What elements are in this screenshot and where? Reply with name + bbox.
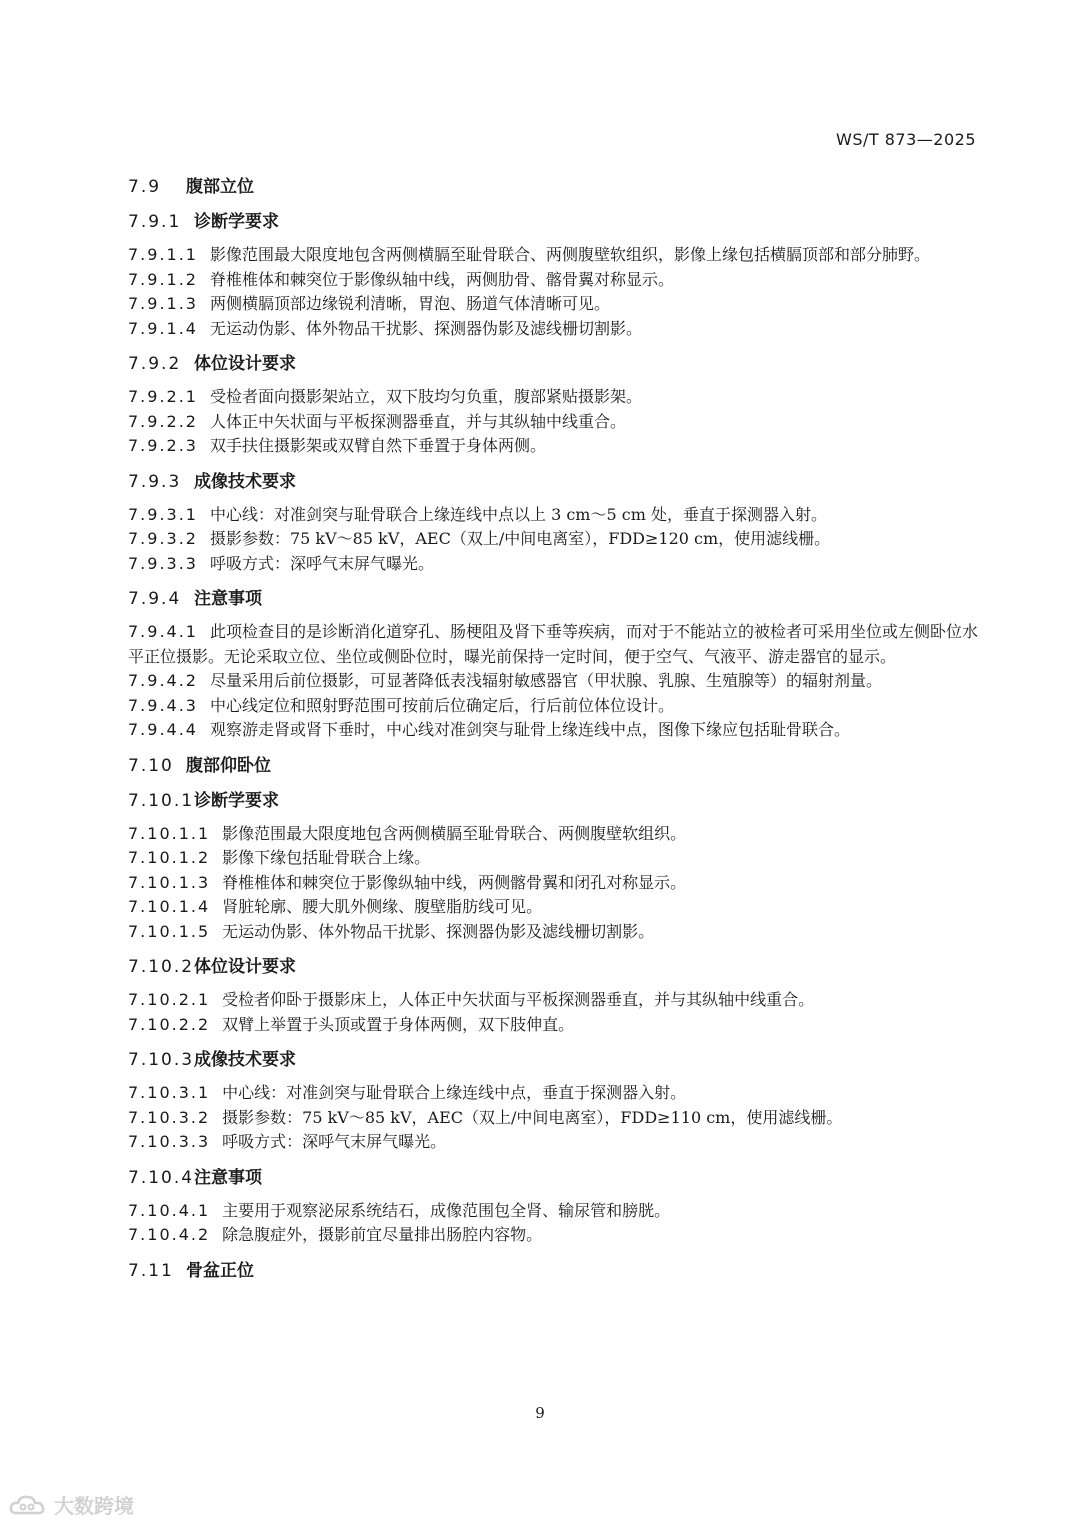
document-body: [128, 174, 978, 1293]
cloud-logo-icon: [8, 1493, 48, 1517]
subsection-number: 7.9.3: [128, 471, 182, 492]
clause-text: 观察游走肾或肾下垂时，中心线对准剑突与耻骨上缘连线中点，图像下缘应包括耻骨联合。: [209, 720, 850, 739]
subsection-number: 7.10.3: [128, 1050, 195, 1070]
subsection-title: 体位设计要求: [194, 354, 296, 374]
clause-number: 7.9.1.4: [128, 318, 198, 338]
clause-group: [128, 243, 978, 341]
clause: [128, 1081, 978, 1106]
clause: [128, 895, 978, 920]
clause: [128, 552, 978, 577]
section-heading: [128, 753, 978, 779]
clause-group: [128, 1081, 978, 1155]
clause: [128, 503, 978, 528]
clause-number: 7.9.2.3: [128, 436, 198, 455]
clause: [128, 1199, 978, 1224]
subsection-title: 诊断学要求: [194, 212, 279, 232]
clause: [128, 822, 978, 847]
clause-number: 7.9.3.1: [128, 504, 198, 524]
clause: [128, 694, 978, 719]
section-title: 骨盆正位: [186, 1260, 254, 1281]
watermark: [8, 1490, 134, 1519]
clause-text: 影像范围最大限度地包含两侧横膈至耻骨联合、两侧腹壁软组织，影像上缘包括横膈顶部和部分肺野。: [209, 245, 930, 264]
subsection-heading: [128, 351, 978, 377]
clause: [128, 871, 978, 896]
subsection-heading: [128, 954, 978, 980]
clause-text: 呼吸方式：深呼气末屏气曝光。: [209, 553, 434, 573]
clause-text: 摄影参数：75 kV～85 kV，AEC（双上/中间电离室），FDD≥110 cm，使用滤线栅。: [222, 1107, 843, 1127]
clause: [128, 243, 978, 268]
clause-group: [128, 1199, 978, 1248]
clause-number: 7.10.1.3: [128, 872, 211, 892]
clause-number: 7.10.2.2: [128, 1014, 211, 1034]
section-heading: [128, 1258, 978, 1284]
subsection-heading: [128, 469, 978, 495]
clause-group: [128, 822, 978, 945]
clause-group: [128, 988, 978, 1037]
section-number: 7.9: [128, 177, 162, 197]
clause-group: [128, 503, 978, 577]
clause: [128, 988, 978, 1013]
clause: [128, 846, 978, 871]
clause-group: [128, 620, 978, 743]
clause-text: 无运动伪影、体外物品干扰影、探测器伪影及滤线栅切割影。: [222, 921, 655, 941]
clause: [128, 527, 978, 552]
subsection-heading: [128, 586, 978, 612]
section-number: 7.11: [128, 1260, 174, 1281]
clause-number: 7.9.4.2: [128, 671, 198, 690]
clause-text: 中心线：对准剑突与耻骨联合上缘连线中点，垂直于探测器入射。: [222, 1083, 687, 1102]
clause: [128, 669, 978, 694]
subsection-heading: [128, 209, 978, 235]
subsection-number: 7.9.2: [128, 354, 182, 374]
clause-number: 7.9.1.2: [128, 269, 198, 289]
clause-text: 影像范围最大限度地包含两侧横膈至耻骨联合、两侧腹壁软组织。: [222, 823, 687, 843]
clause-text: 两侧横膈顶部边缘锐利清晰，胃泡、肠道气体清晰可见。: [209, 294, 610, 313]
subsection-title: 注意事项: [194, 1167, 262, 1188]
clause: [128, 1223, 978, 1248]
document-code: WS/T 873—2025: [836, 130, 976, 149]
clause-number: 7.10.1.2: [128, 848, 211, 867]
clause: [128, 920, 978, 945]
clause-text: 双臂上举置于头顶或置于身体两侧，双下肢伸直。: [222, 1014, 575, 1034]
clause-number: 7.9.1.3: [128, 294, 198, 313]
clause-text: 摄影参数：75 kV～85 kV，AEC（双上/中间电离室），FDD≥120 cm，使用滤线栅。: [209, 529, 831, 548]
clause: [128, 718, 978, 743]
subsection-number: 7.10.2: [128, 957, 195, 977]
subsection-title: 诊断学要求: [194, 790, 279, 811]
clause: [128, 385, 978, 410]
clause-number: 7.9.4.3: [128, 695, 198, 715]
clause-number: 7.10.1.5: [128, 921, 211, 941]
clause-text: 主要用于观察泌尿系统结石，成像范围包全肾、输尿管和膀胱。: [222, 1200, 671, 1220]
subsection-heading: [128, 788, 978, 814]
clause-text: 双手扶住摄影架或双臂自然下垂置于身体两侧。: [209, 436, 546, 455]
clause-text: 无运动伪影、体外物品干扰影、探测器伪影及滤线栅切割影。: [209, 318, 642, 338]
clause: [128, 1130, 978, 1155]
clause-number: 7.9.4.4: [128, 720, 198, 739]
clause-text: 影像下缘包括耻骨联合上缘。: [222, 848, 431, 867]
clause-text: 脊椎椎体和棘突位于影像纵轴中线，两侧肋骨、髂骨翼对称显示。: [209, 269, 674, 289]
clause-group: [128, 385, 978, 459]
subsection-number: 7.10.1: [128, 790, 195, 811]
clause: [128, 620, 978, 669]
clause-text: 此项检查目的是诊断消化道穿孔、肠梗阻及肾下垂等疾病，而对于不能站立的被检者可采用坐位或左侧卧位水平正位摄影。无论采取立位、坐位或侧卧位时，曝光前保持一定时间，便于空气、气液平、游走器官的显示。: [128, 622, 978, 666]
clause-text: 受检者面向摄影架站立，双下肢均匀负重，腹部紧贴摄影架。: [209, 387, 642, 406]
subsection-title: 成像技术要求: [194, 1050, 296, 1070]
clause-number: 7.9.3.3: [128, 553, 198, 573]
clause-number: 7.9.1.1: [128, 245, 198, 264]
subsection-title: 注意事项: [194, 589, 262, 609]
clause-text: 中心线：对准剑突与耻骨联合上缘连线中点以上 3 cm～5 cm 处，垂直于探测器入射。: [209, 504, 827, 524]
watermark-text: 大数跨境: [54, 1494, 134, 1518]
clause: [128, 410, 978, 435]
subsection-number: 7.9.4: [128, 589, 182, 609]
subsection-title: 体位设计要求: [194, 957, 296, 977]
clause-number: 7.9.3.2: [128, 529, 198, 548]
clause-text: 肾脏轮廓、腰大肌外侧缘、腹壁脂肪线可见。: [222, 897, 543, 916]
subsection-number: 7.10.4: [128, 1167, 195, 1188]
clause-number: 7.10.1.1: [128, 823, 211, 843]
section-number: 7.10: [128, 755, 174, 776]
clause-number: 7.10.4.2: [128, 1225, 211, 1244]
page-number: 9: [535, 1404, 545, 1422]
clause-text: 除急腹症外，摄影前宜尽量排出肠腔内容物。: [222, 1225, 543, 1244]
section-title: 腹部立位: [186, 177, 254, 197]
clause-number: 7.10.2.1: [128, 990, 211, 1009]
clause-number: 7.9.4.1: [128, 622, 198, 641]
clause-text: 受检者仰卧于摄影床上，人体正中矢状面与平板探测器垂直，并与其纵轴中线重合。: [222, 990, 815, 1009]
clause-text: 脊椎椎体和棘突位于影像纵轴中线，两侧髂骨翼和闭孔对称显示。: [222, 872, 687, 892]
section-heading: [128, 174, 978, 200]
clause: [128, 1013, 978, 1038]
clause-number: 7.10.4.1: [128, 1200, 211, 1220]
clause-text: 中心线定位和照射野范围可按前后位确定后，行后前位体位设计。: [209, 695, 674, 715]
subsection-heading: [128, 1047, 978, 1073]
clause-number: 7.10.1.4: [128, 897, 211, 916]
clause-number: 7.10.3.2: [128, 1107, 211, 1127]
subsection-title: 成像技术要求: [194, 471, 296, 492]
clause: [128, 292, 978, 317]
clause: [128, 268, 978, 293]
clause-text: 呼吸方式：深呼气末屏气曝光。: [222, 1132, 447, 1151]
clause: [128, 1106, 978, 1131]
section-title: 腹部仰卧位: [186, 755, 271, 776]
clause-number: 7.9.2.2: [128, 411, 198, 431]
clause-number: 7.10.3.3: [128, 1132, 211, 1151]
clause: [128, 434, 978, 459]
clause-number: 7.10.3.1: [128, 1083, 211, 1102]
clause: [128, 317, 978, 342]
subsection-number: 7.9.1: [128, 212, 182, 232]
clause-text: 人体正中矢状面与平板探测器垂直，并与其纵轴中线重合。: [209, 411, 626, 431]
subsection-heading: [128, 1165, 978, 1191]
clause-number: 7.9.2.1: [128, 387, 198, 406]
clause-text: 尽量采用后前位摄影，可显著降低表浅辐射敏感器官（甲状腺、乳腺、生殖腺等）的辐射剂量。: [209, 671, 882, 690]
